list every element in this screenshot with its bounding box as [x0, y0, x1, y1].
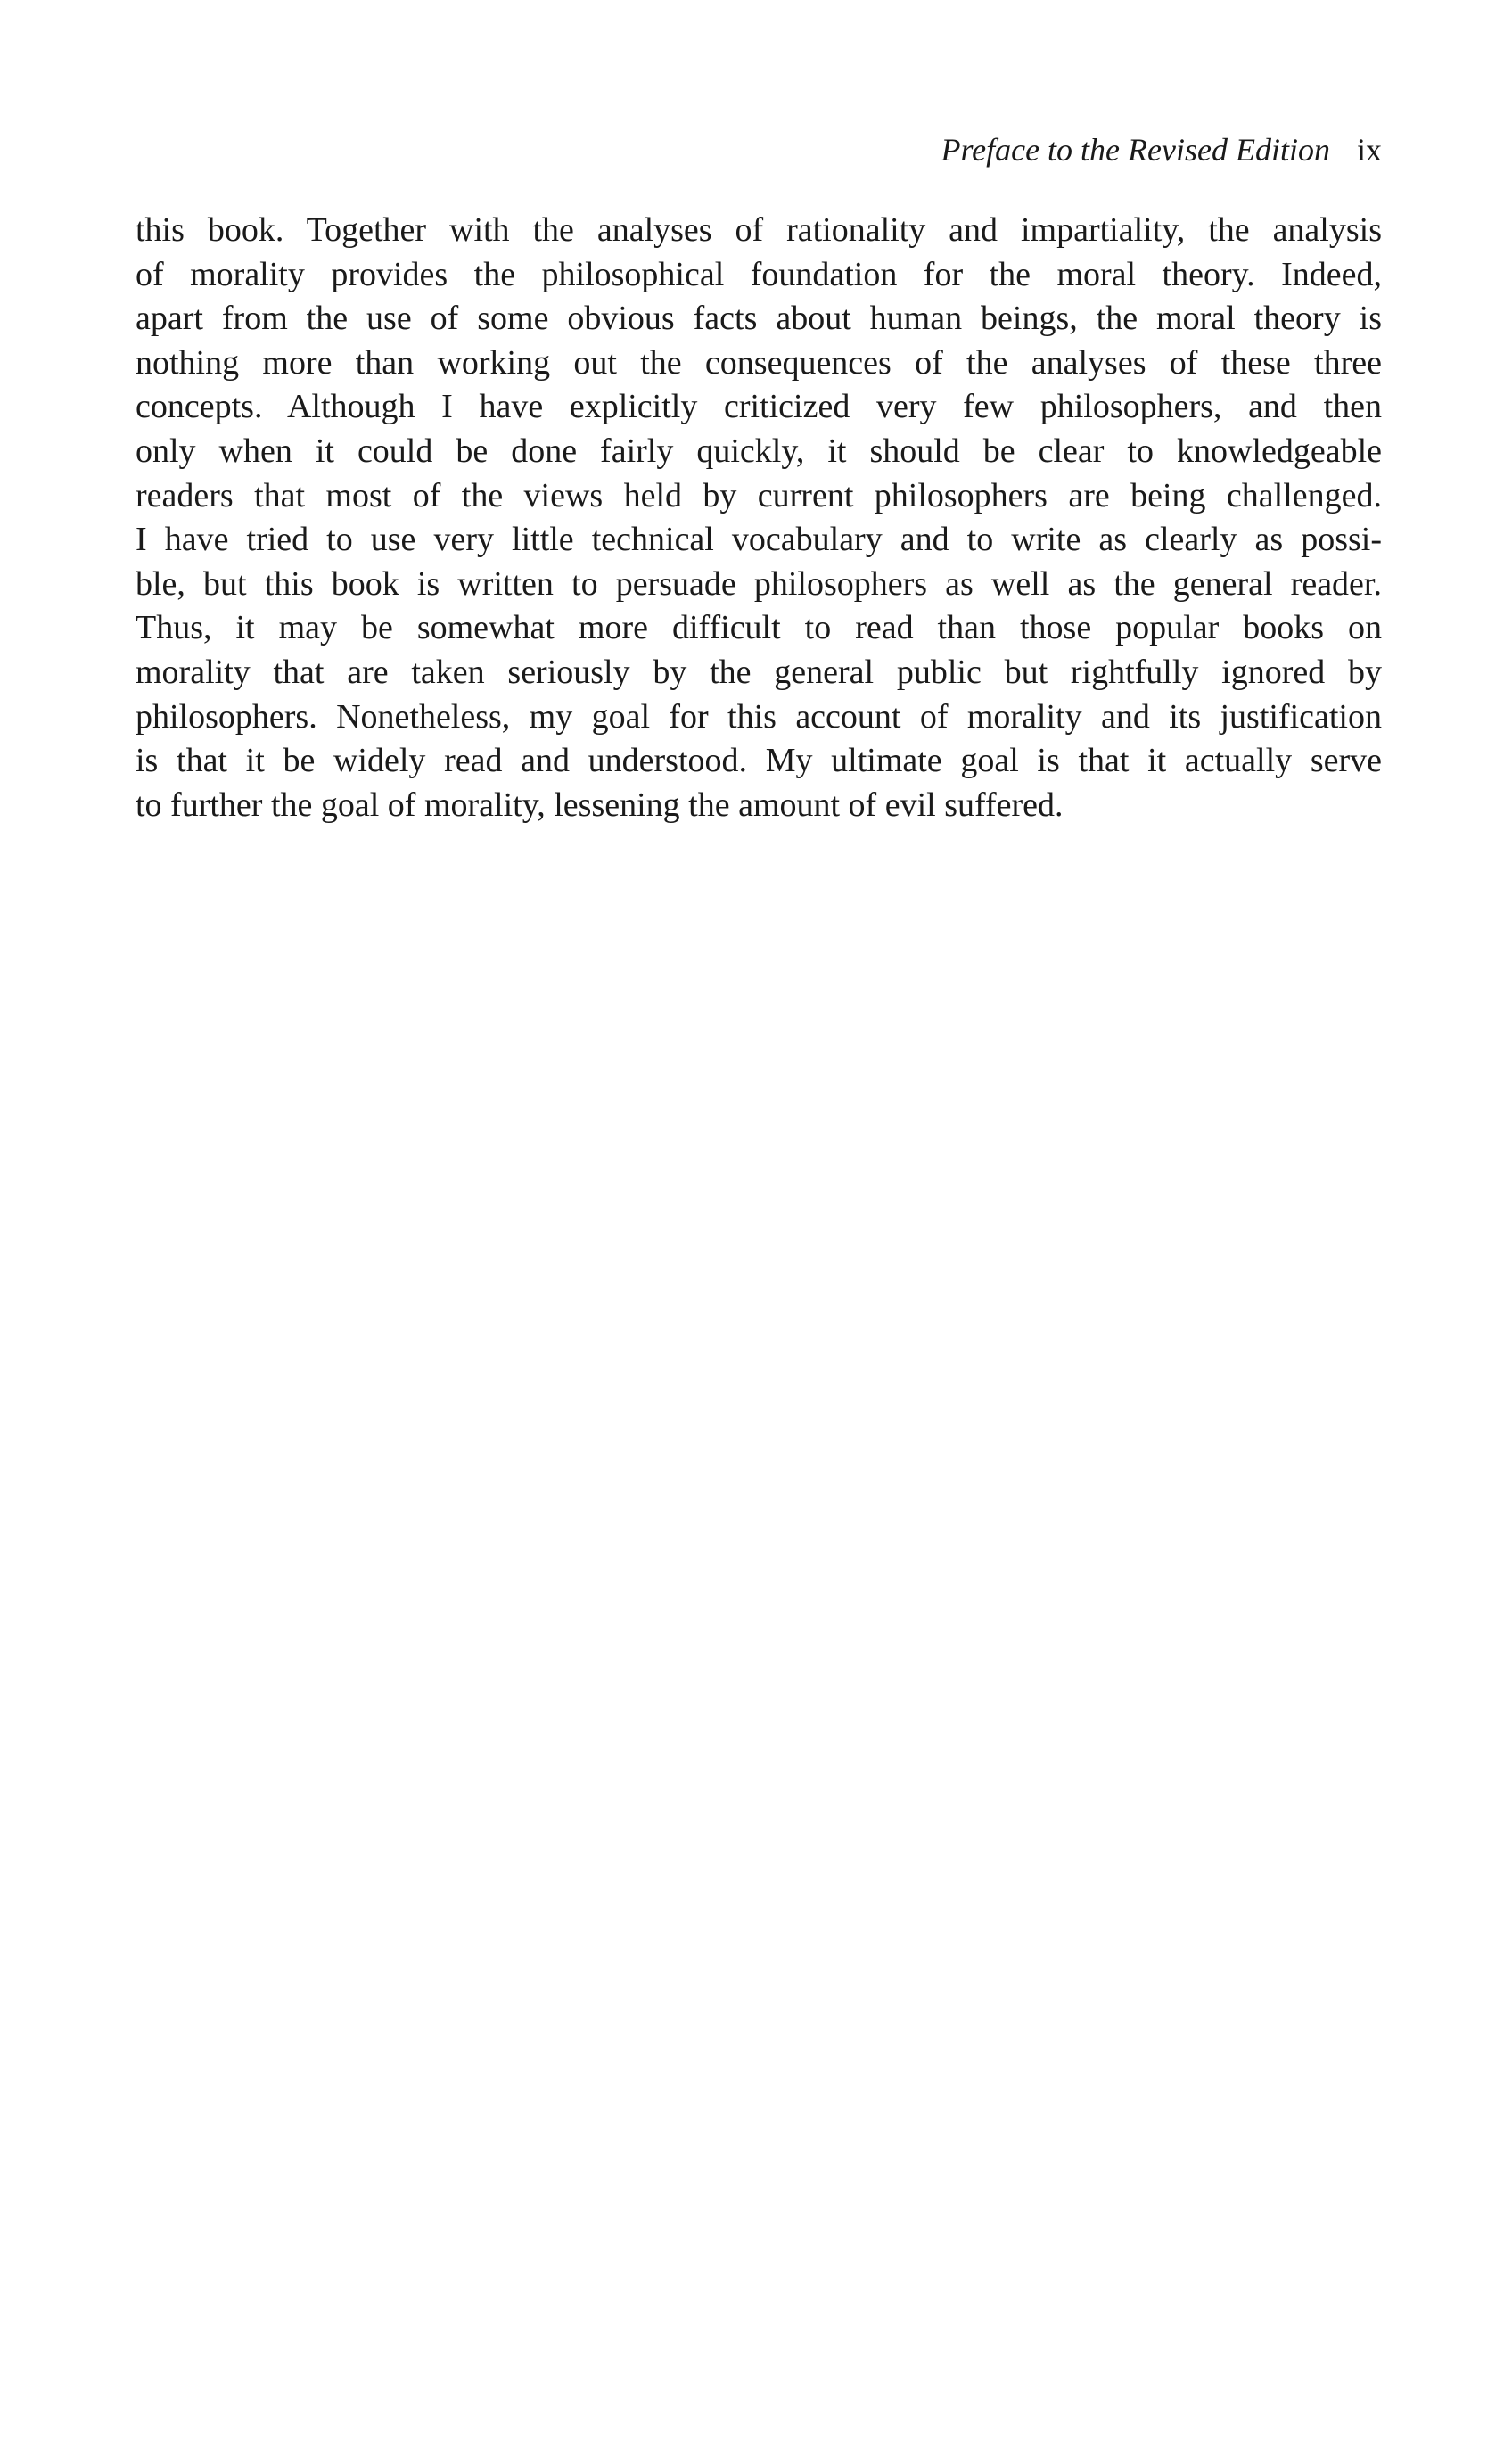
text-line: I have tried to use very little technical vocabulary and to write as clearly as possi- — [136, 521, 1382, 559]
text-line: of morality provides the philosophical foundation for the moral theory. Indeed, — [136, 255, 1382, 293]
text-line: is that it be widely read and understood. My ultimate goal is that it actually serve — [136, 742, 1382, 780]
text-line: concepts. Although I have explicitly criticized very few philosophers, and then — [136, 388, 1382, 426]
running-head — [136, 128, 1382, 171]
text-line: to further the goal of morality, lessening the amount of evil suffered. — [136, 785, 1064, 824]
text-line: readers that most of the views held by current philosophers are being challenged. — [136, 476, 1382, 514]
page-number: ix — [1356, 132, 1382, 168]
text-line: this book. Together with the analyses of rationality and impartiality, the analysis — [136, 211, 1382, 249]
text-line: nothing more than working out the consequences of the analyses of these three — [136, 343, 1382, 382]
text-line: Thus, it may be somewhat more difficult to read than those popular books on — [136, 609, 1382, 647]
body-paragraph — [136, 209, 1382, 827]
text-line: apart from the use of some obvious facts about human beings, the moral theory is — [136, 300, 1382, 338]
text-line: only when it could be done fairly quickly, it should be clear to knowledgeable — [136, 432, 1382, 470]
text-line: morality that are taken seriously by the general public but rightfully ignored by — [136, 653, 1382, 691]
running-title: Preface to the Revised Edition — [941, 132, 1330, 168]
text-line: ble, but this book is written to persuade philosophers as well as the general reader. — [136, 564, 1382, 603]
text-line: philosophers. Nonetheless, my goal for this account of morality and its justification — [136, 697, 1382, 736]
